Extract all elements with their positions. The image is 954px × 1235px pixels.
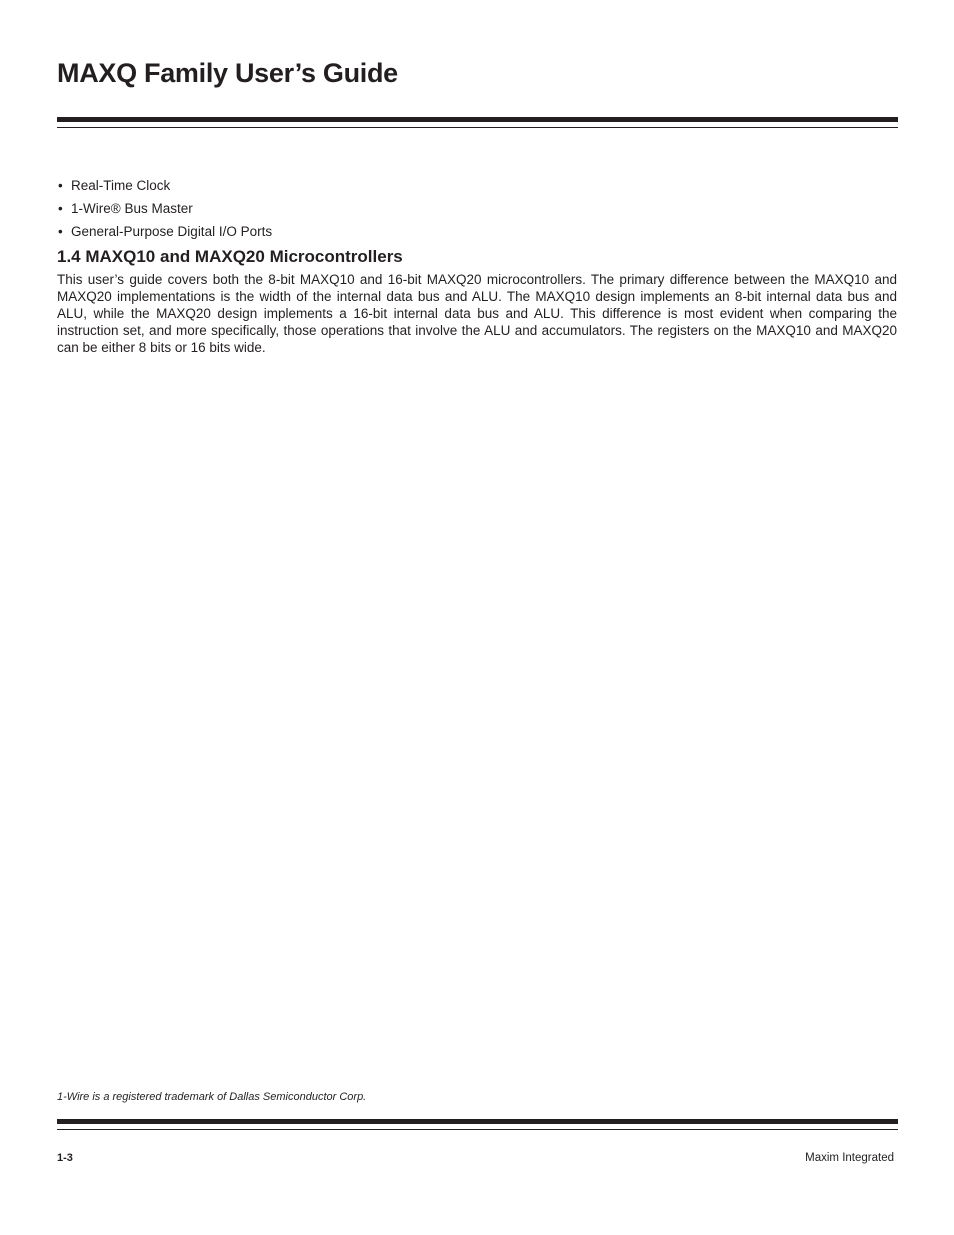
section-heading: 1.4 MAXQ10 and MAXQ20 Microcontrollers [57,247,403,266]
header-rule-thin [57,127,898,128]
company-name: Maxim Integrated [805,1152,894,1164]
page-number: 1-3 [57,1152,73,1164]
footer-rule-thin [57,1129,898,1130]
list-item: • General-Purpose Digital I/O Ports [57,220,272,243]
section-body-paragraph: This user’s guide covers both the 8-bit MAXQ10 and 16-bit MAXQ20 microcontrollers. The primary difference between the MAXQ10 and MAXQ20 implementations is the width of the internal data bus and ALU. The MAXQ10 design implements an 8-bit internal data bus and ALU, while the MAXQ20 design implements a 16-bit internal data bus and ALU. This difference is most evident when comparing the instruction set, and more specifically, those operations that involve the ALU and accumulators. The registers on the MAXQ10 and MAXQ20 can be either 8 bits or 16 bits wide. [57,272,897,355]
list-item: • 1-Wire® Bus Master [57,197,272,220]
feature-list [57,174,272,243]
header-rule-thick [57,117,898,122]
footer-rule-thick [57,1119,898,1124]
list-item: • Real-Time Clock [57,174,272,197]
document-title: MAXQ Family User’s Guide [57,58,398,88]
trademark-footnote: 1-Wire is a registered trademark of Dallas Semiconductor Corp. [57,1091,367,1103]
